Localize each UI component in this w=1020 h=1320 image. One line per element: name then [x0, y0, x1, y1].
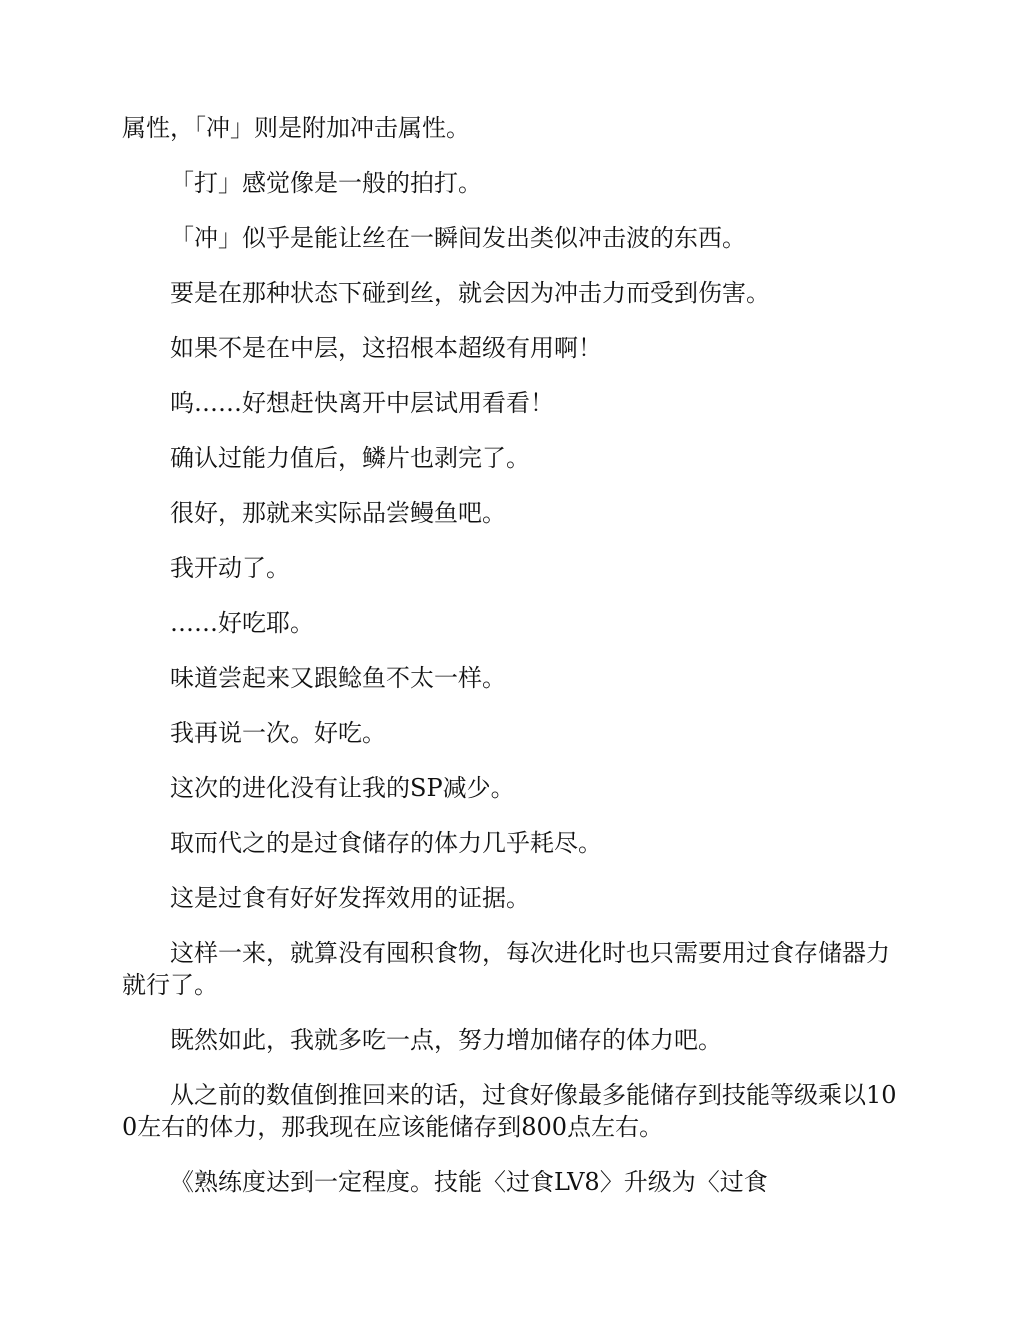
paragraph: 「打」感觉像是一般的拍打。	[170, 169, 482, 197]
paragraph: 很好，那就来实际品尝鳗鱼吧。	[170, 499, 506, 527]
paragraph: 味道尝起来又跟鲶鱼不太一样。	[170, 664, 506, 692]
paragraph: 我再说一次。好吃。	[170, 719, 386, 747]
paragraph: 「冲」似乎是能让丝在一瞬间发出类似冲击波的东西。	[170, 224, 746, 252]
paragraph: 取而代之的是过食储存的体力几乎耗尽。	[170, 829, 602, 857]
document-body	[122, 112, 900, 1221]
paragraph: 如果不是在中层，这招根本超级有用啊！	[170, 334, 602, 362]
paragraph: 属性，「冲」则是附加冲击属性。	[122, 114, 470, 142]
paragraph: 呜……好想赶快离开中层试用看看！	[170, 389, 554, 417]
paragraph: 确认过能力值后，鳞片也剥完了。	[170, 444, 530, 472]
paragraph: 我开动了。	[170, 554, 290, 582]
paragraph: 这样一来，就算没有囤积食物，每次进化时也只需要用过食存储器力就行了。	[122, 939, 890, 999]
paragraph: 从之前的数值倒推回来的话，过食好像最多能储存到技能等级乘以100左右的体力，那我现在应该能储存到800点左右。	[122, 1081, 897, 1141]
paragraph: 《熟练度达到一定程度。技能〈过食LV8〉升级为〈过食	[170, 1168, 768, 1196]
paragraph: ……好吃耶。	[170, 609, 314, 637]
paragraph: 这是过食有好好发挥效用的证据。	[170, 884, 530, 912]
paragraph: 要是在那种状态下碰到丝，就会因为冲击力而受到伤害。	[170, 279, 770, 307]
paragraph: 这次的进化没有让我的SP减少。	[170, 774, 515, 802]
paragraph: 既然如此，我就多吃一点，努力增加储存的体力吧。	[170, 1026, 722, 1054]
